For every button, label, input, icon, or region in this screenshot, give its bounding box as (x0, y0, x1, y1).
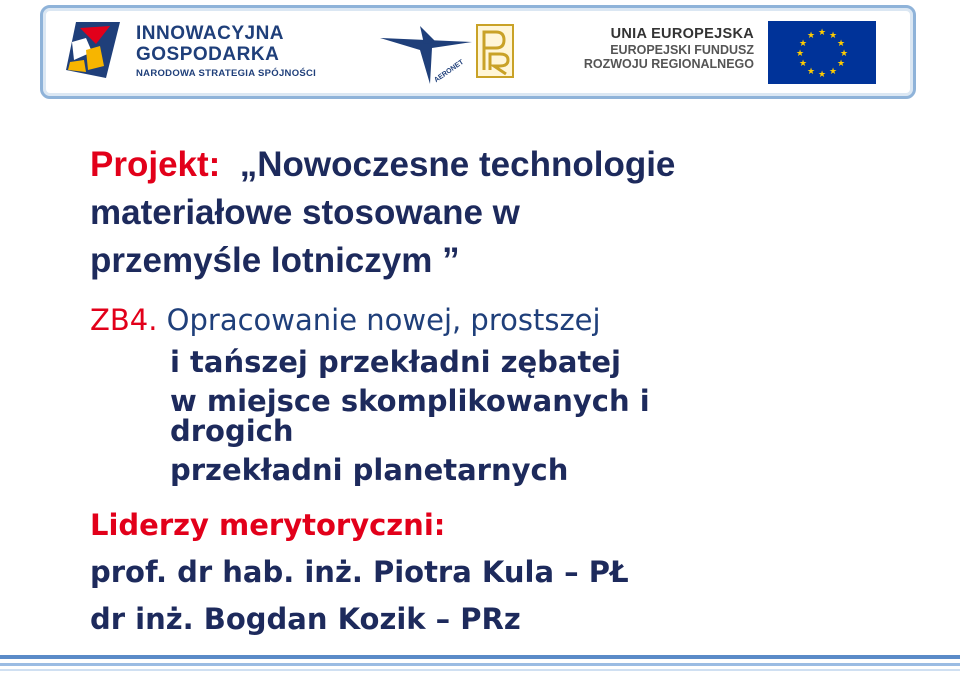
leader-1: prof. dr hab. inż. Piotra Kula – PŁ (90, 555, 629, 589)
task-line5: przekładni planetarnych (170, 453, 569, 487)
svg-text:★: ★ (798, 59, 808, 69)
pr-logo (476, 24, 514, 78)
svg-text:★: ★ (839, 49, 849, 59)
task-line3: w miejsce skomplikowanych i (170, 384, 650, 418)
task-block (90, 301, 650, 487)
title-line1-text: „Nowoczesne technologie (239, 145, 676, 184)
aeronet-plane-icon (380, 20, 472, 86)
leader-2: dr inż. Bogdan Kozik – PRz (90, 602, 521, 636)
svg-text:★: ★ (817, 28, 827, 38)
innowacyjna-gospodarka-logo (66, 20, 346, 82)
svg-text:★: ★ (806, 31, 816, 41)
svg-text:★: ★ (836, 39, 846, 49)
task-code: ZB4. (90, 303, 158, 337)
title-line2: materiałowe stosowane w (90, 193, 520, 232)
svg-text:★: ★ (817, 70, 827, 80)
eu-flag-icon (768, 21, 876, 84)
task-line2: i tańszej przekładni zębatej (170, 345, 621, 379)
ig-title-line2: GOSPODARKA (136, 44, 280, 65)
title-prefix: Projekt: (90, 145, 221, 184)
task-line4: drogich (170, 414, 294, 448)
svg-text:★: ★ (836, 59, 846, 69)
svg-text:★: ★ (795, 49, 805, 59)
svg-text:★: ★ (828, 67, 838, 77)
ig-subtitle: NARODOWA STRATEGIA SPÓJNOŚCI (136, 68, 317, 79)
svg-text:★: ★ (806, 67, 816, 77)
aeronet-wordmark: AERONET (433, 58, 466, 85)
leaders-label: Liderzy merytoryczni: (90, 508, 446, 542)
eu-line3: ROZWOJU REGIONALNEGO (583, 57, 754, 72)
footer-rule (0, 655, 960, 659)
ig-emblem-icon (66, 20, 128, 82)
eu-line2: EUROPEJSKI FUNDUSZ (610, 42, 754, 57)
svg-text:★: ★ (798, 39, 808, 49)
footer-rule (0, 663, 960, 666)
title-line3: przemyśle lotniczym ” (90, 241, 460, 280)
task-line1 (90, 301, 650, 339)
pr-monogram-icon (476, 24, 514, 78)
svg-text:★: ★ (828, 31, 838, 41)
ig-title-line1: INNOWACYJNA (136, 23, 285, 44)
project-title (90, 141, 675, 285)
title-line1 (90, 141, 675, 189)
footer-rule (0, 669, 960, 671)
task-line1-text: Opracowanie nowej, prostszej (166, 303, 601, 337)
eu-fund-text (568, 26, 754, 71)
eu-line1: UNIA EUROPEJSKA (610, 26, 754, 42)
aeronet-logo (380, 20, 472, 86)
